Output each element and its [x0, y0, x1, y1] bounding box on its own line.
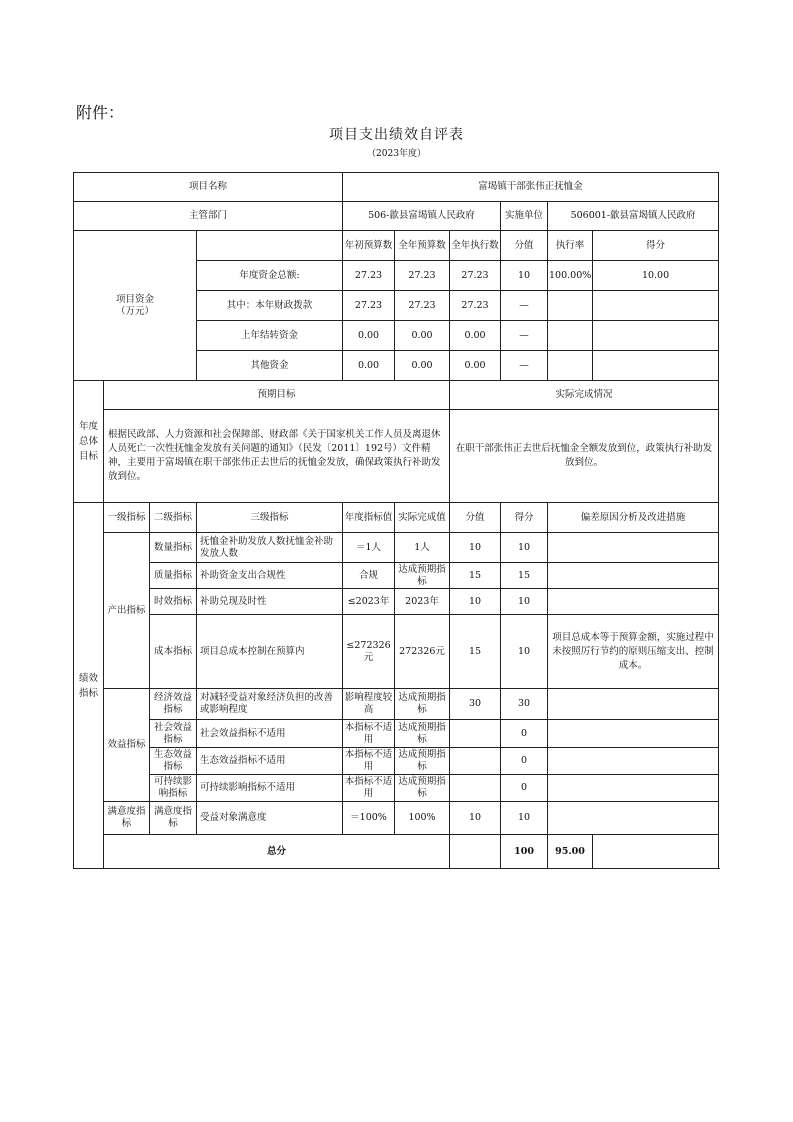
indicator-score-value: 10 [450, 533, 501, 563]
project-name: 富堨镇干部张伟正抚恤金 [343, 173, 719, 202]
indicator-level2: 经济效益指标 [150, 689, 197, 720]
ind-header-score-value: 分值 [450, 503, 501, 533]
indicator-score: 15 [501, 563, 548, 589]
total-reason-blank [593, 835, 719, 869]
dept-label: 主管部门 [74, 202, 343, 231]
funds-row-initial: 0.00 [343, 351, 395, 381]
funds-header-executed: 全年执行数 [450, 231, 501, 261]
funds-row-label: 年度资金总额: [197, 261, 343, 291]
funds-row-initial: 27.23 [343, 261, 395, 291]
indicator-reason [548, 689, 719, 720]
funds-label: 项目资金 [115, 293, 154, 305]
indicator-target: ＝1人 [343, 533, 395, 563]
indicator-score-value [450, 720, 501, 748]
indicator-reason: 项目总成本等于预算金额，实施过程中未按照厉行节约的原则压缩支出、控制成本。 [548, 615, 719, 689]
goal-label: 年度总体目标 [74, 381, 104, 503]
funds-row-score-value: 10 [501, 261, 548, 291]
total-blank [450, 835, 501, 869]
indicator-actual: 达成预期指标 [395, 720, 450, 748]
funds-row-initial: 0.00 [343, 321, 395, 351]
funds-row-rate [548, 351, 593, 381]
indicator-level3: 受益对象满意度 [197, 802, 343, 835]
funds-row-executed: 27.23 [450, 291, 501, 321]
funds-row-rate: 100.00% [548, 261, 593, 291]
indicator-level3: 对减轻受益对象经济负担的改善或影响程度 [197, 689, 343, 720]
actual-result-header: 实际完成情况 [450, 381, 719, 410]
indicator-score-value: 15 [450, 615, 501, 689]
funds-row-label: 上年结转资金 [197, 321, 343, 351]
indicator-level3: 抚恤金补助发放人数抚恤金补助发放人数 [197, 533, 343, 563]
indicator-level3: 补助兑现及时性 [197, 589, 343, 615]
indicator-actual: 达成预期指标 [395, 748, 450, 775]
indicator-target: 合规 [343, 563, 395, 589]
ind-header-actual: 实际完成值 [395, 503, 450, 533]
indicator-target: 本指标不适用 [343, 775, 395, 802]
level1-satisfaction: 满意度指标 [104, 802, 150, 835]
funds-row-score [593, 321, 719, 351]
funds-row-annual: 27.23 [395, 291, 450, 321]
indicator-level2: 成本指标 [150, 615, 197, 689]
funds-row-annual: 0.00 [395, 321, 450, 351]
ind-header-score: 得分 [501, 503, 548, 533]
indicator-target: ＝100% [343, 802, 395, 835]
indicator-score: 10 [501, 615, 548, 689]
indicator-level3: 补助资金支出合规性 [197, 563, 343, 589]
indicator-score-value: 10 [450, 589, 501, 615]
expected-goal-text: 根据民政部、人力资源和社会保障部、财政部《关于国家机关工作人员及离退休人员死亡一次性抚恤金发放有关问题的通知》（民发〔2011〕192号）文件精神，主要用于富堨镇在职干部张伟正去世后的抚恤金发放，确保政策执行补助发放到位。 [104, 410, 450, 503]
funds-row-annual: 0.00 [395, 351, 450, 381]
indicator-score-value: 15 [450, 563, 501, 589]
ind-header-level3: 三级指标 [197, 503, 343, 533]
indicator-actual: 达成预期指标 [395, 563, 450, 589]
funds-label-cell [74, 231, 197, 381]
evaluation-table [73, 172, 719, 869]
indicator-target: 本指标不适用 [343, 748, 395, 775]
indicator-score: 10 [501, 533, 548, 563]
funds-header-annual: 全年预算数 [395, 231, 450, 261]
total-label: 总分 [104, 835, 450, 869]
indicator-target: 本指标不适用 [343, 720, 395, 748]
funds-header-blank [197, 231, 343, 261]
indicator-actual: 达成预期指标 [395, 689, 450, 720]
report-year: （2023年度） [367, 149, 426, 159]
indicator-actual: 2023年 [395, 589, 450, 615]
indicator-actual: 100% [395, 802, 450, 835]
ind-header-target: 年度指标值 [343, 503, 395, 533]
indicator-reason [548, 802, 719, 835]
indicator-actual: 1人 [395, 533, 450, 563]
ind-header-level1: 一级指标 [104, 503, 150, 533]
funds-row-rate [548, 321, 593, 351]
funds-row-score [593, 351, 719, 381]
level1-benefit: 效益指标 [104, 689, 150, 802]
indicator-score-value [450, 775, 501, 802]
indicator-level2: 社会效益指标 [150, 720, 197, 748]
funds-row-score-value: — [501, 291, 548, 321]
indicator-reason [548, 775, 719, 802]
indicator-target: ≤2023年 [343, 589, 395, 615]
indicator-actual: 达成预期指标 [395, 775, 450, 802]
indicator-score: 0 [501, 775, 548, 802]
indicator-reason [548, 748, 719, 775]
level1-output: 产出指标 [104, 533, 150, 689]
indicator-target: 影响程度较高 [343, 689, 395, 720]
indicator-score: 10 [501, 802, 548, 835]
attachment-label: 附件： [76, 103, 125, 122]
indicator-target: ≤272326元 [343, 615, 395, 689]
funds-row-annual: 27.23 [395, 261, 450, 291]
funds-row-executed: 0.00 [450, 321, 501, 351]
indicator-level3: 项目总成本控制在预算内 [197, 615, 343, 689]
ind-header-level2: 二级指标 [150, 503, 197, 533]
actual-result-text: 在职干部张伟正去世后抚恤金全额发放到位，政策执行补助发放到位。 [450, 410, 719, 503]
funds-row-label: 其中：本年财政拨款 [197, 291, 343, 321]
indicator-level2: 时效指标 [150, 589, 197, 615]
funds-header-initial: 年初预算数 [343, 231, 395, 261]
indicator-level2: 满意度指标 [150, 802, 197, 835]
indicator-level2: 可持续影响指标 [150, 775, 197, 802]
funds-row-score-value: — [501, 351, 548, 381]
indicator-reason [548, 533, 719, 563]
total-score-value: 100 [501, 835, 548, 869]
indicators-label: 绩效指标 [74, 503, 104, 869]
indicator-level2: 数量指标 [150, 533, 197, 563]
indicator-score-value: 30 [450, 689, 501, 720]
ind-header-reason: 偏差原因分析及改进措施 [548, 503, 719, 533]
indicator-score-value: 10 [450, 802, 501, 835]
indicator-reason [548, 563, 719, 589]
indicator-actual: 272326元 [395, 615, 450, 689]
impl-label: 实施单位 [501, 202, 548, 231]
total-score: 95.00 [548, 835, 593, 869]
indicator-score-value [450, 748, 501, 775]
project-name-label: 项目名称 [74, 173, 343, 202]
dept-value: 506-歙县富堨镇人民政府 [343, 202, 501, 231]
funds-header-rate: 执行率 [548, 231, 593, 261]
indicator-level2: 质量指标 [150, 563, 197, 589]
funds-row-score [593, 291, 719, 321]
indicator-score: 0 [501, 720, 548, 748]
funds-row-initial: 27.23 [343, 291, 395, 321]
funds-unit: （万元） [115, 305, 154, 317]
funds-row-label: 其他资金 [197, 351, 343, 381]
indicator-level3: 生态效益指标不适用 [197, 748, 343, 775]
impl-value: 506001-歙县富堨镇人民政府 [548, 202, 719, 231]
indicator-reason [548, 589, 719, 615]
indicator-score: 30 [501, 689, 548, 720]
funds-row-executed: 0.00 [450, 351, 501, 381]
indicator-level2: 生态效益指标 [150, 748, 197, 775]
page-title: 项目支出绩效自评表 [329, 127, 464, 143]
indicator-reason [548, 720, 719, 748]
funds-row-rate [548, 291, 593, 321]
indicator-level3: 社会效益指标不适用 [197, 720, 343, 748]
funds-header-score-value: 分值 [501, 231, 548, 261]
indicator-score: 0 [501, 748, 548, 775]
expected-goal-header: 预期目标 [104, 381, 450, 410]
funds-row-score: 10.00 [593, 261, 719, 291]
funds-row-executed: 27.23 [450, 261, 501, 291]
funds-header-score: 得分 [593, 231, 719, 261]
funds-row-score-value: — [501, 321, 548, 351]
indicator-score: 10 [501, 589, 548, 615]
indicator-level3: 可持续影响指标不适用 [197, 775, 343, 802]
